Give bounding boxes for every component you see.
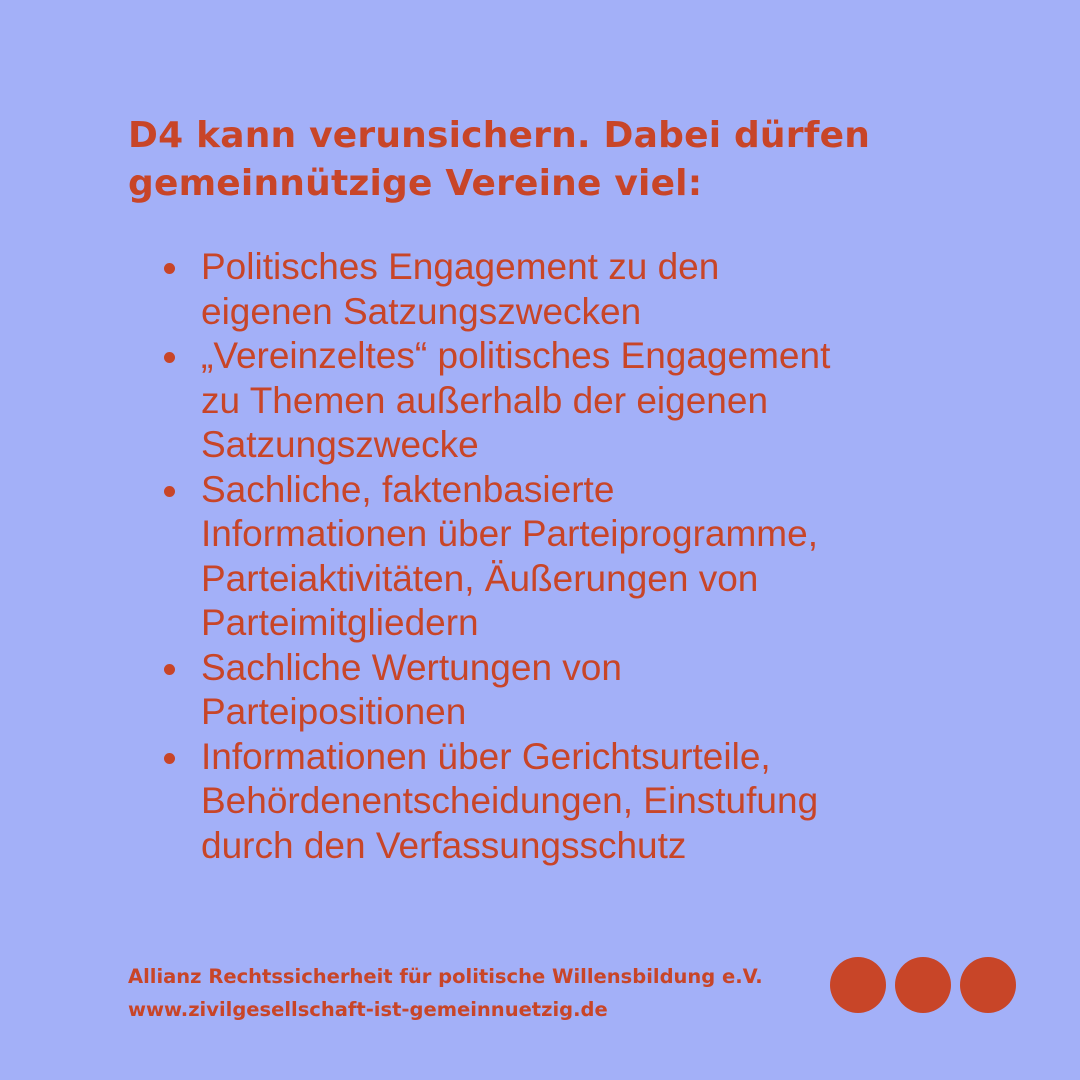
list-item <box>160 468 960 646</box>
list-item <box>160 245 960 334</box>
decorative-dots <box>830 957 1016 1013</box>
list-item-text: durch den Verfassungsschutz <box>201 824 687 866</box>
list-item-text: zu Themen außerhalb der eigenen <box>201 379 769 421</box>
bullet-dot-icon <box>164 263 175 274</box>
list-item-text: Sachliche Wertungen von <box>201 646 622 688</box>
list-item-text: Parteipositionen <box>201 691 467 732</box>
list-item-text: Informationen über Parteiprogramme, <box>201 513 818 554</box>
list-item-text: „Vereinzeltes“ politisches Engagement <box>201 335 831 376</box>
list-item <box>160 735 960 869</box>
heading <box>128 112 948 208</box>
bullet-list <box>160 245 960 868</box>
list-item <box>160 334 960 468</box>
list-item-text: eigenen Satzungszwecken <box>201 290 642 332</box>
bullet-dot-icon <box>164 753 175 764</box>
list-item-text: Informationen über Gerichtsurteile, <box>201 735 771 777</box>
list-item <box>160 646 960 735</box>
website-link[interactable]: www.zivilgesellschaft-ist-gemeinnuetzig.de <box>128 998 608 1021</box>
bullet-dot-icon <box>164 664 175 675</box>
heading-line: gemeinnützige Vereine viel: <box>128 163 703 204</box>
circle-icon <box>830 957 886 1013</box>
footer <box>128 960 763 1026</box>
circle-icon <box>895 957 951 1013</box>
list-item-text: Parteimitgliedern <box>201 602 479 643</box>
bullet-dot-icon <box>164 352 175 363</box>
list-item-text: Satzungszwecke <box>201 424 479 465</box>
bullet-dot-icon <box>164 486 175 497</box>
list-item-text: Parteiaktivitäten, Äußerungen von <box>201 557 759 599</box>
list-item-text: Sachliche, faktenbasierte <box>201 468 615 510</box>
list-item-text: Behördenentscheidungen, Einstufung <box>201 780 819 821</box>
organization-name: Allianz Rechtssicherheit für politische Willensbildung e.V. <box>128 965 763 988</box>
list-item-text: Politisches Engagement zu den <box>201 246 720 287</box>
heading-line: D4 kann verunsichern. Dabei dürfen <box>128 115 871 156</box>
circle-icon <box>960 957 1016 1013</box>
